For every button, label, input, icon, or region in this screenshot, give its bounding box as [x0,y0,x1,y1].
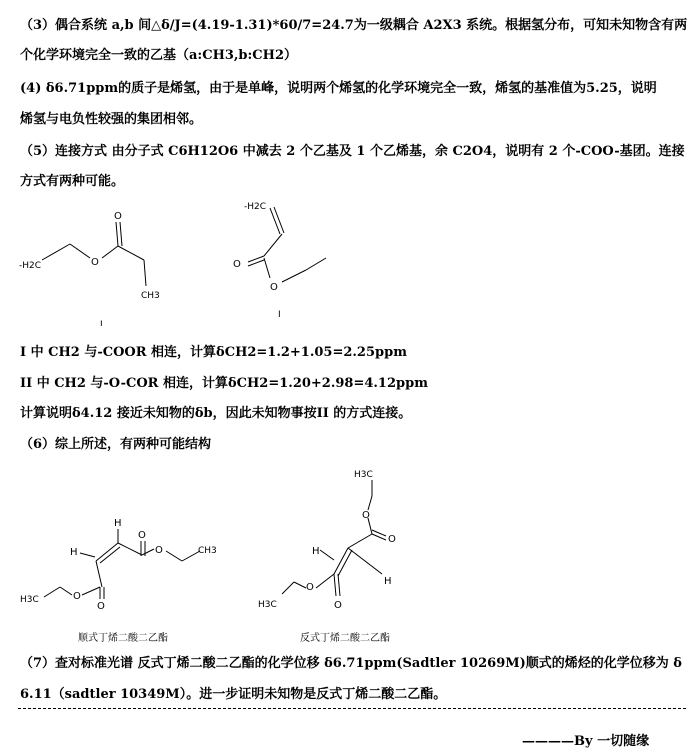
structure-label-i: I [100,320,103,326]
dashed-separator [18,708,686,709]
atom-o2: O [388,534,396,545]
section-4-line-1: (4) δ6.71ppm的质子是烯氢，由于是单峰，说明两个烯氢的化学环境完全一致，烯氢的基准值为5.25，说明 [20,81,657,96]
atom-ch3: CH3 [141,291,160,301]
section-4-line-2: 烯氢与电负性较强的集团相邻。 [20,112,203,127]
structure-label-ii: I [278,310,281,320]
atom-h2c: -H2C [19,261,42,271]
trans-caption: 反式丁烯二酸二乙酯 [300,633,390,644]
section-3-line-2: 个化学环境完全一致的乙基（a:CH3,b:CH2） [20,48,297,63]
atom-o-ester: O [91,257,99,268]
signature: ————By 一切随缘 [522,734,650,749]
atom-o3: O [306,582,314,593]
atom-h1: H [312,546,320,557]
section-7-line-1: （7）查对标准光谱 反式丁烯二酸二乙酯的化学位移 δ6.71ppm(Sadtler 10269M)顺式的烯烃的化学位移为 δ [20,656,682,671]
atom-o4: O [334,600,342,611]
atom-o1: O [138,530,146,541]
atom-o-carbonyl: O [114,211,122,222]
section-3-line-1: （3）偶合系统 a,b 间△δ/J=(4.19-1.31)*60/7=24.7为一级耦合 A2X3 系统。根据氢分布，可知未知物含有两 [20,18,688,33]
section-7-line-2: 6.11（sadtler 10349M）。进一步证明未知物是反式丁烯二酸二乙酯。 [20,687,447,702]
section-6-title: （6）综上所述，有两种可能结构 [20,437,212,452]
atom-o2: O [155,545,163,556]
section-5-line-1: （5）连接方式 由分子式 C6H12O6 中减去 2 个乙基及 1 个乙烯基，余 C2O4，说明有 2 个-COO-基团。连接 [20,144,685,159]
atom-o4: O [73,591,81,602]
cis-caption: 顺式丁烯二酸二乙酯 [78,633,168,644]
calc-line-2: II 中 CH2 与-O-COR 相连，计算δCH2=1.20+2.98=4.12ppm [20,376,428,391]
atom-h1: H [114,518,122,529]
atom-h2c: -H2C [244,202,267,212]
atom-o3: O [97,601,105,612]
atom-ch3-right: CH3 [198,546,217,556]
structure-i [14,206,204,326]
structure-cis [14,515,224,615]
atom-o1: O [362,510,370,521]
atom-h3c-top: H3C [354,470,373,480]
atom-h2: H [70,547,78,558]
structure-ii [220,196,370,326]
section-5-line-2: 方式有两种可能。 [20,174,125,189]
structure-trans [254,462,424,618]
atom-o-carbonyl: O [233,259,241,270]
calc-line-1: I 中 CH2 与-COOR 相连，计算δCH2=1.2+1.05=2.25ppm [20,345,407,360]
atom-h2: H [384,576,392,587]
atom-h3c-bottom: H3C [258,600,277,610]
atom-h3c-left: H3C [20,595,39,605]
atom-o-ester: O [270,282,278,293]
calc-line-3: 计算说明δ4.12 接近未知物的δb，因此未知物事按II 的方式连接。 [20,406,412,421]
